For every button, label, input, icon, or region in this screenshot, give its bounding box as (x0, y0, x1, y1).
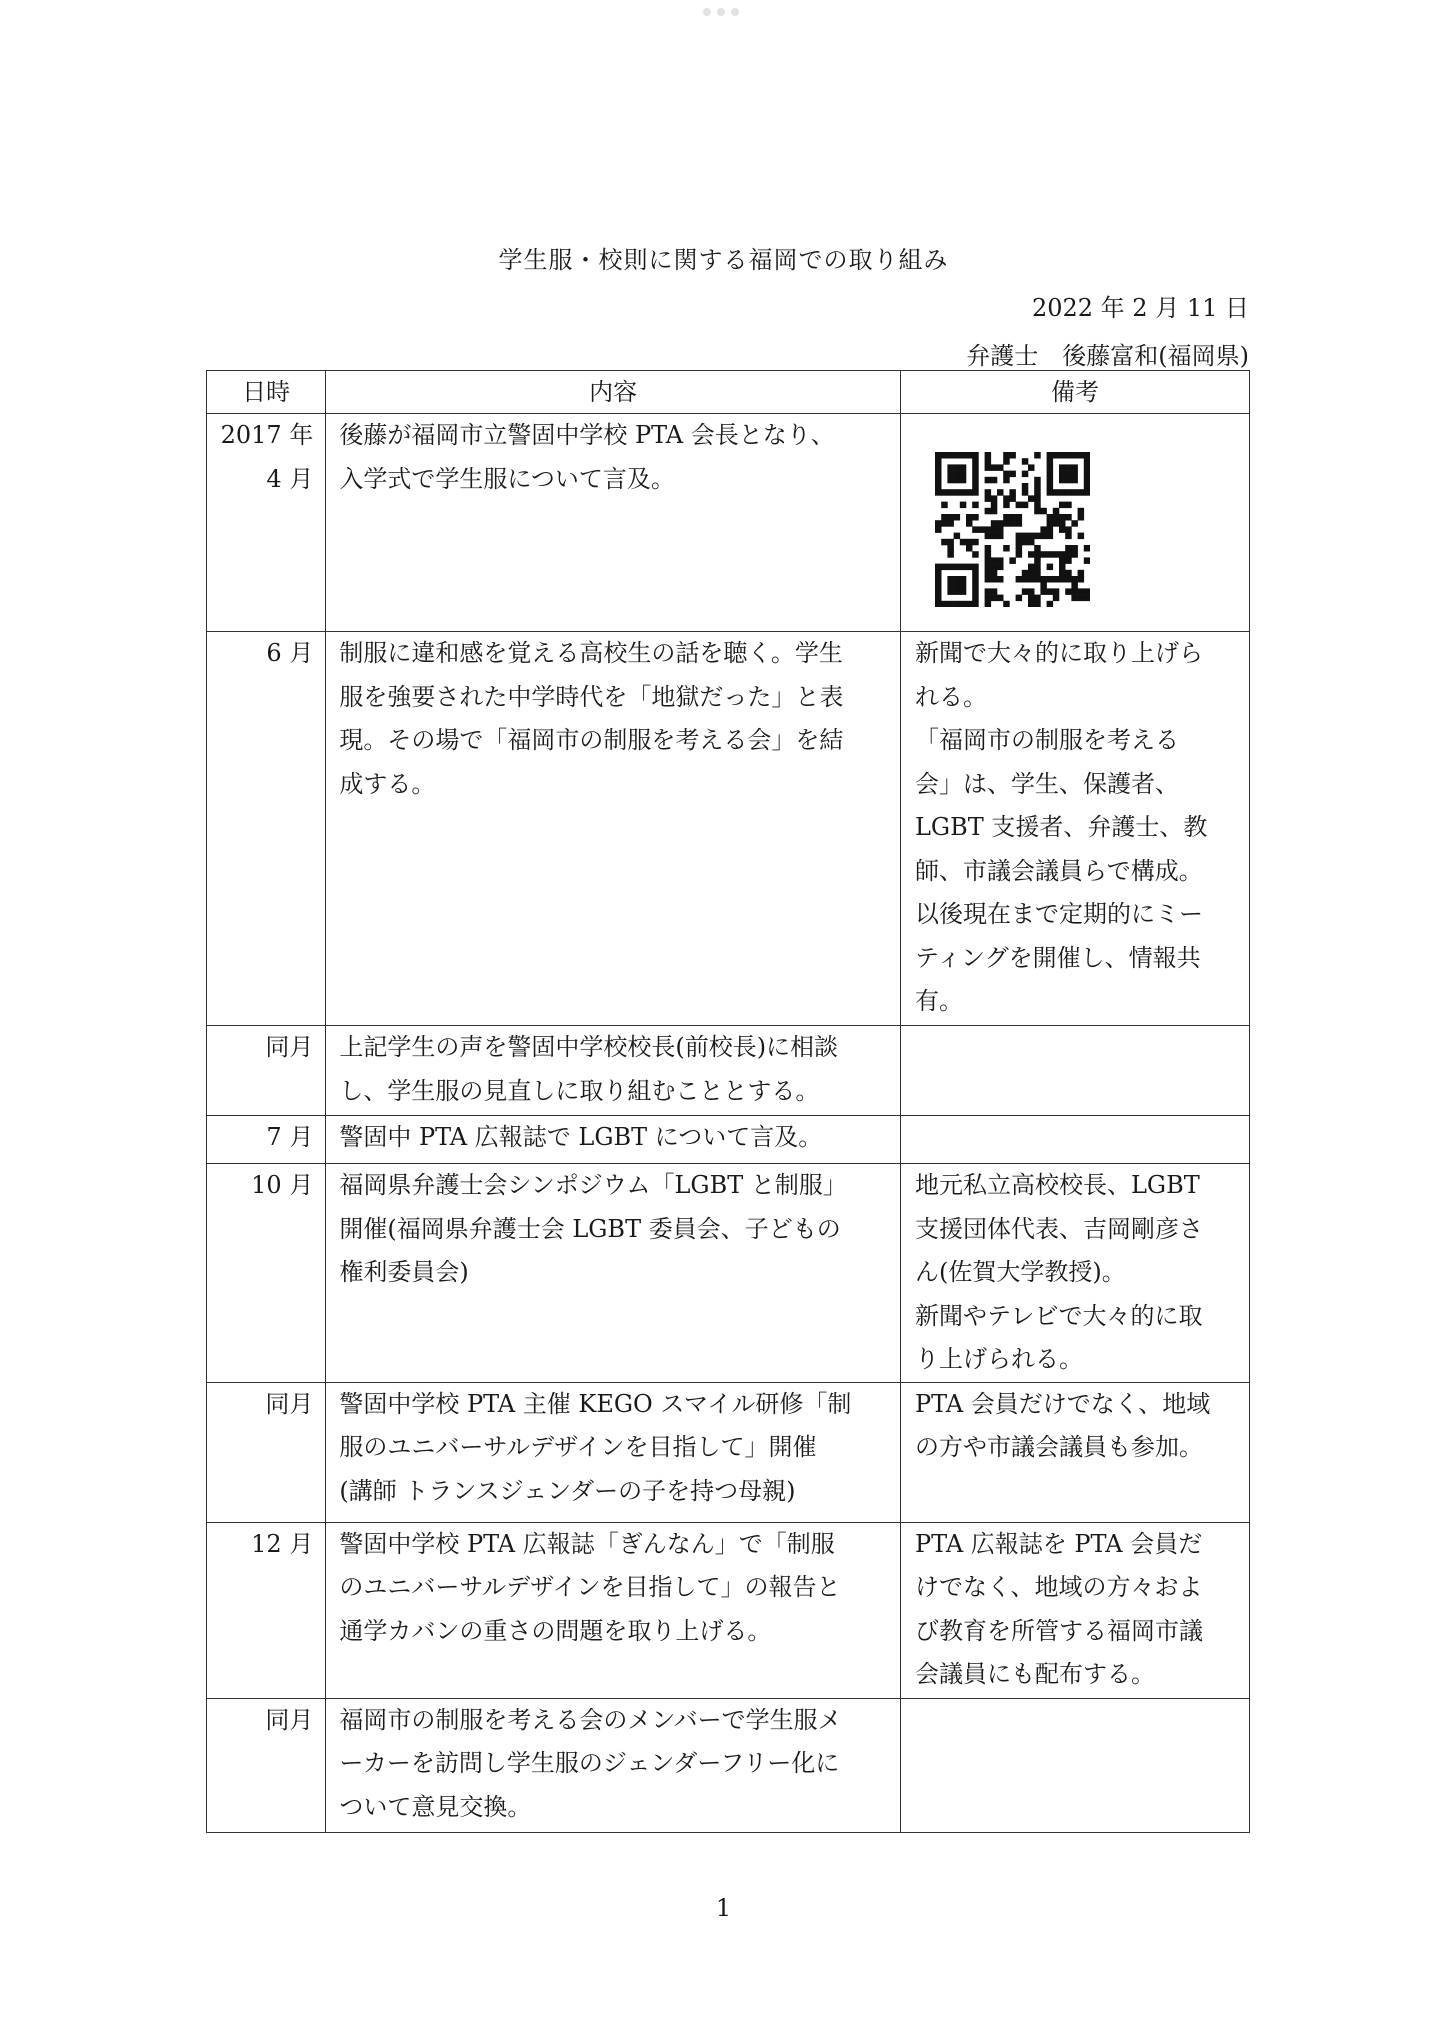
content-cell-line: 通学カバンの重さの問題を取り上げる。 (339, 1616, 772, 1645)
note-cell-line: 以後現在まで定期的にミー (914, 900, 1203, 928)
note-cell-line: PTA 広報誌を PTA 会員だ (914, 1529, 1203, 1558)
content-cell (326, 1116, 901, 1164)
content-cell-line: 入学式で学生服について言及。 (339, 464, 675, 493)
content-cell (326, 1382, 901, 1522)
content-cell-line: 服を強要された中学時代を「地獄だった」と表 (339, 682, 844, 711)
note-cell-line: 会議員にも配布する。 (914, 1660, 1155, 1688)
date-cell (207, 1164, 326, 1383)
date-cell-line: 同月 (265, 1705, 314, 1734)
header-content: 内容 (326, 371, 901, 414)
content-cell-line: し、学生服の見直しに取り組むこととする。 (339, 1076, 820, 1105)
content-cell (326, 1522, 901, 1698)
note-cell-line: ティングを開催し、情報共 (914, 943, 1201, 972)
note-cell (900, 1164, 1249, 1383)
document-title: 学生服・校則に関する福岡での取り組み (498, 246, 949, 274)
note-cell (900, 1116, 1249, 1164)
content-cell-line: のユニバーサルデザインを目指して」の報告と (339, 1573, 841, 1601)
note-cell-line: び教育を所管する福岡市議 (914, 1616, 1203, 1645)
date-cell (207, 1382, 326, 1522)
top-indicator-dots (703, 8, 739, 16)
content-cell-line: 警固中学校 PTA 広報誌「ぎんなん」で「制服 (339, 1529, 835, 1558)
note-cell (900, 1522, 1249, 1698)
content-cell-line: 現。その場で「福岡市の制服を考える会」を結 (339, 726, 844, 754)
content-cell (326, 1698, 901, 1832)
table-row (207, 414, 1250, 632)
note-cell-line: けでなく、地域の方々およ (914, 1573, 1203, 1601)
content-cell-line: 制服に違和感を覚える高校生の話を聴く。学生 (339, 639, 843, 667)
note-cell (900, 414, 1249, 632)
content-cell-line: ついて意見交換。 (339, 1792, 532, 1821)
date-cell-line: 同月 (265, 1389, 314, 1418)
date-cell-line: 12 月 (251, 1529, 314, 1558)
date-cell (207, 414, 326, 632)
content-cell (326, 1026, 901, 1116)
document-author: 弁護士 後藤富和(福岡県) (966, 342, 1249, 370)
page-number: 1 (715, 1894, 732, 1922)
table-row (207, 1026, 1250, 1116)
note-cell-line: 支援団体代表、吉岡剛彦さ (914, 1214, 1203, 1243)
note-cell-line: の方や市議会議員も参加。 (914, 1433, 1203, 1461)
table-row (207, 1382, 1250, 1522)
date-cell-line: 6 月 (266, 639, 314, 667)
date-cell (207, 632, 326, 1026)
note-cell-line: LGBT 支援者、弁護士、教 (914, 813, 1208, 841)
note-cell-line: り上げられる。 (914, 1345, 1083, 1373)
table-row (207, 632, 1250, 1026)
note-cell-line: 「福岡市の制服を考える (914, 726, 1179, 754)
note-cell-line: 新聞やテレビで大々的に取 (914, 1301, 1203, 1330)
content-cell-line: 福岡市の制服を考える会のメンバーで学生服メ (339, 1705, 842, 1734)
content-cell-line: 成する。 (339, 769, 436, 798)
date-cell (207, 1116, 326, 1164)
content-cell-line: 権利委員会) (339, 1258, 469, 1286)
qr-code-image (915, 414, 1239, 622)
note-cell-line: 師、市議会議員らで構成。 (914, 856, 1203, 885)
note-cell-line: 会」は、学生、保護者、 (914, 769, 1179, 798)
qr-code-icon (935, 452, 1090, 607)
note-cell-line: れる。 (914, 682, 987, 711)
date-cell-line: 同月 (265, 1033, 314, 1061)
table-row (207, 1164, 1250, 1383)
content-cell-line: 警固中 PTA 広報誌で LGBT について言及。 (339, 1123, 823, 1151)
content-cell-line: ーカーを訪問し学生服のジェンダーフリー化に (339, 1749, 840, 1777)
content-cell-line: 福岡県弁護士会シンポジウム「LGBT と制服」 (339, 1171, 847, 1199)
content-cell-line: 後藤が福岡市立警固中学校 PTA 会長となり、 (339, 421, 835, 449)
content-cell-line: 服のユニバーサルデザインを目指して」開催 (339, 1433, 817, 1461)
date-cell-line: 4 月 (266, 464, 314, 493)
content-cell (326, 1164, 901, 1383)
date-cell-line: 10 月 (251, 1171, 314, 1199)
content-cell-line: 警固中学校 PTA 主催 KEGO スマイル研修「制 (339, 1389, 852, 1418)
content-cell-line: 上記学生の声を警固中学校校長(前校長)に相談 (339, 1033, 839, 1061)
header-date: 日時 (207, 371, 326, 414)
content-cell (326, 632, 901, 1026)
table-header-row (207, 371, 1250, 414)
table-row (207, 1698, 1250, 1832)
date-cell (207, 1522, 326, 1698)
note-cell-line: 有。 (914, 987, 963, 1015)
note-cell (900, 1698, 1249, 1832)
date-cell (207, 1026, 326, 1116)
note-cell-line: 新聞で大々的に取り上げら (914, 639, 1203, 667)
note-cell-line: PTA 会員だけでなく、地域 (914, 1389, 1211, 1418)
note-cell-line: ん(佐賀大学教授)。 (914, 1258, 1126, 1286)
date-cell-line: 2017 年 (220, 421, 314, 449)
header-note: 備考 (900, 371, 1249, 414)
table-row (207, 1116, 1250, 1164)
date-cell (207, 1698, 326, 1832)
note-cell (900, 632, 1249, 1026)
content-cell-line: 開催(福岡県弁護士会 LGBT 委員会、子どもの (339, 1214, 841, 1243)
content-cell-line: (講師 トランスジェンダーの子を持つ母親) (339, 1476, 796, 1505)
date-cell-line: 7 月 (266, 1123, 314, 1151)
note-cell (900, 1382, 1249, 1522)
note-cell-line: 地元私立高校校長、LGBT (914, 1171, 1200, 1199)
table-row (207, 1522, 1250, 1698)
timeline-table (206, 370, 1250, 1833)
document-date: 2022 年 2 月 11 日 (1031, 294, 1249, 322)
note-cell (900, 1026, 1249, 1116)
content-cell (326, 414, 901, 632)
